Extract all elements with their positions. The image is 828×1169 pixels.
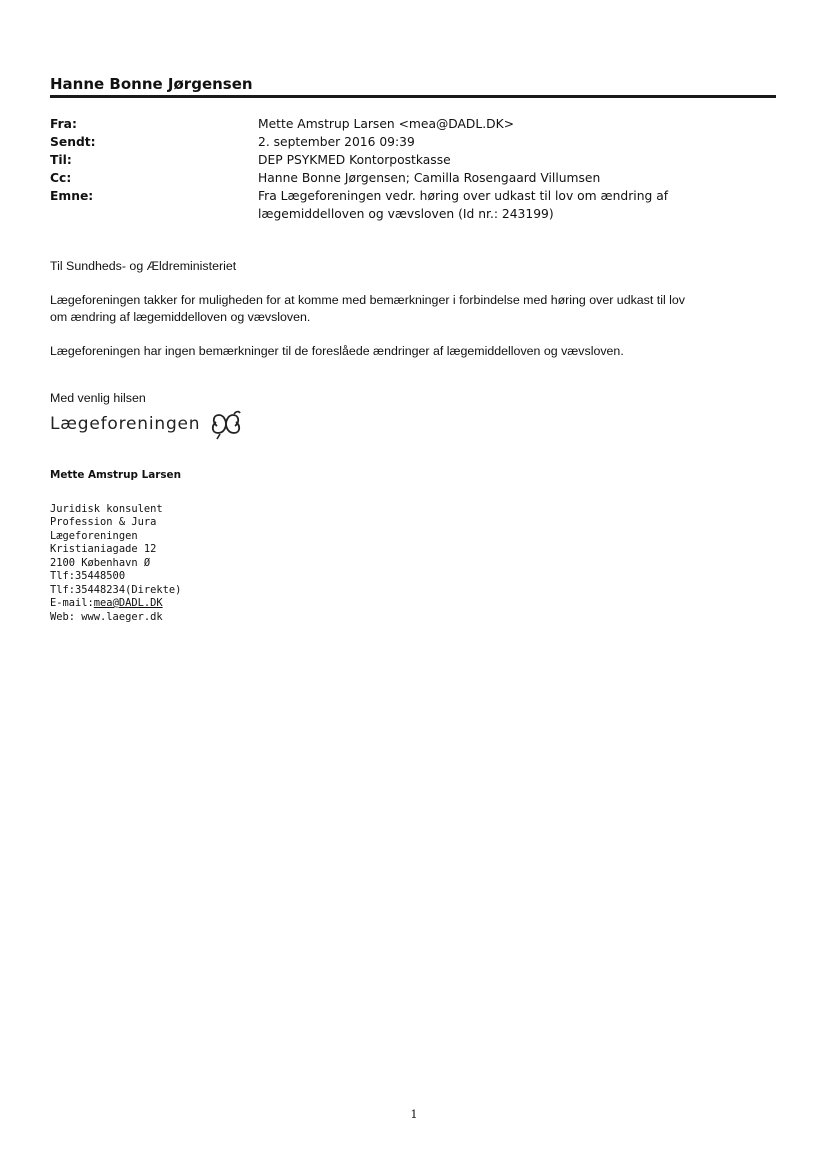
signature-organization: Lægeforeningen <box>50 529 138 542</box>
subject-line-2: lægemiddelloven og vævsloven (Id nr.: 243199) <box>258 207 554 221</box>
paragraph-1-line-1: Lægeforeningen takker for muligheden for at komme med bemærkninger i forbindelse med høring over udkast til lov <box>50 293 685 307</box>
meta-value-subject <box>258 187 750 223</box>
laegeforeningen-logo-icon <box>208 408 244 440</box>
signature-email-label: E-mail: <box>50 597 94 609</box>
meta-label-cc: Cc: <box>50 171 72 185</box>
logo-text: Lægeforeningen <box>50 414 201 434</box>
meta-row-subject <box>50 187 750 223</box>
paragraph-1-line-2: om ændring af lægemiddelloven og vævsloven. <box>50 310 311 324</box>
closing: Med venlig hilsen <box>50 391 146 405</box>
meta-value-from: Mette Amstrup Larsen <mea@DADL.DK> <box>258 117 515 131</box>
subject-line-1: Fra Lægeforeningen vedr. høring over udkast til lov om ændring af <box>258 189 669 203</box>
meta-row-cc <box>50 169 750 187</box>
meta-value-cc: Hanne Bonne Jørgensen; Camilla Rosengaard Villumsen <box>258 171 601 185</box>
signature-city: 2100 København Ø <box>50 556 151 569</box>
signature-phone: Tlf:35448500 <box>50 570 126 582</box>
signature-phone-direct: Tlf:35448234(Direkte) <box>50 583 182 596</box>
signature-title: Juridisk konsulent <box>50 502 163 515</box>
meta-label-to: Til: <box>50 153 72 167</box>
paragraph-1 <box>50 292 780 326</box>
meta-label-from: Fra: <box>50 117 77 131</box>
signature-web: Web: www.laeger.dk <box>50 610 163 623</box>
meta-label-sent: Sendt: <box>50 135 96 149</box>
laegeforeningen-logo <box>50 406 244 442</box>
email-body <box>50 258 780 407</box>
page-number: 1 <box>410 1108 418 1121</box>
meta-label-subject: Emne: <box>50 189 94 203</box>
meta-value-sent: 2. september 2016 09:39 <box>258 135 415 149</box>
signature-email-link[interactable]: mea@DADL.DK <box>93 597 163 609</box>
meta-row-to <box>50 151 750 169</box>
meta-row-sent <box>50 133 750 151</box>
header-divider <box>50 95 776 98</box>
meta-row-from <box>50 115 750 133</box>
document-header <box>50 74 776 98</box>
signature-name: Mette Amstrup Larsen <box>50 469 181 481</box>
paragraph-2: Lægeforeningen har ingen bemærkninger til de foreslåede ændringer af lægemiddelloven og vævsloven. <box>50 344 624 358</box>
greeting: Til Sundheds- og Ældreministeriet <box>50 259 237 273</box>
mailbox-owner-name: Hanne Bonne Jørgensen <box>50 75 253 93</box>
signature-department: Profession & Jura <box>50 516 157 528</box>
email-meta-table <box>50 115 750 223</box>
signature-street: Kristianiagade 12 <box>50 543 157 555</box>
meta-value-to: DEP PSYKMED Kontorpostkasse <box>258 153 451 167</box>
email-signature <box>50 469 181 624</box>
signature-email-line <box>50 597 181 611</box>
